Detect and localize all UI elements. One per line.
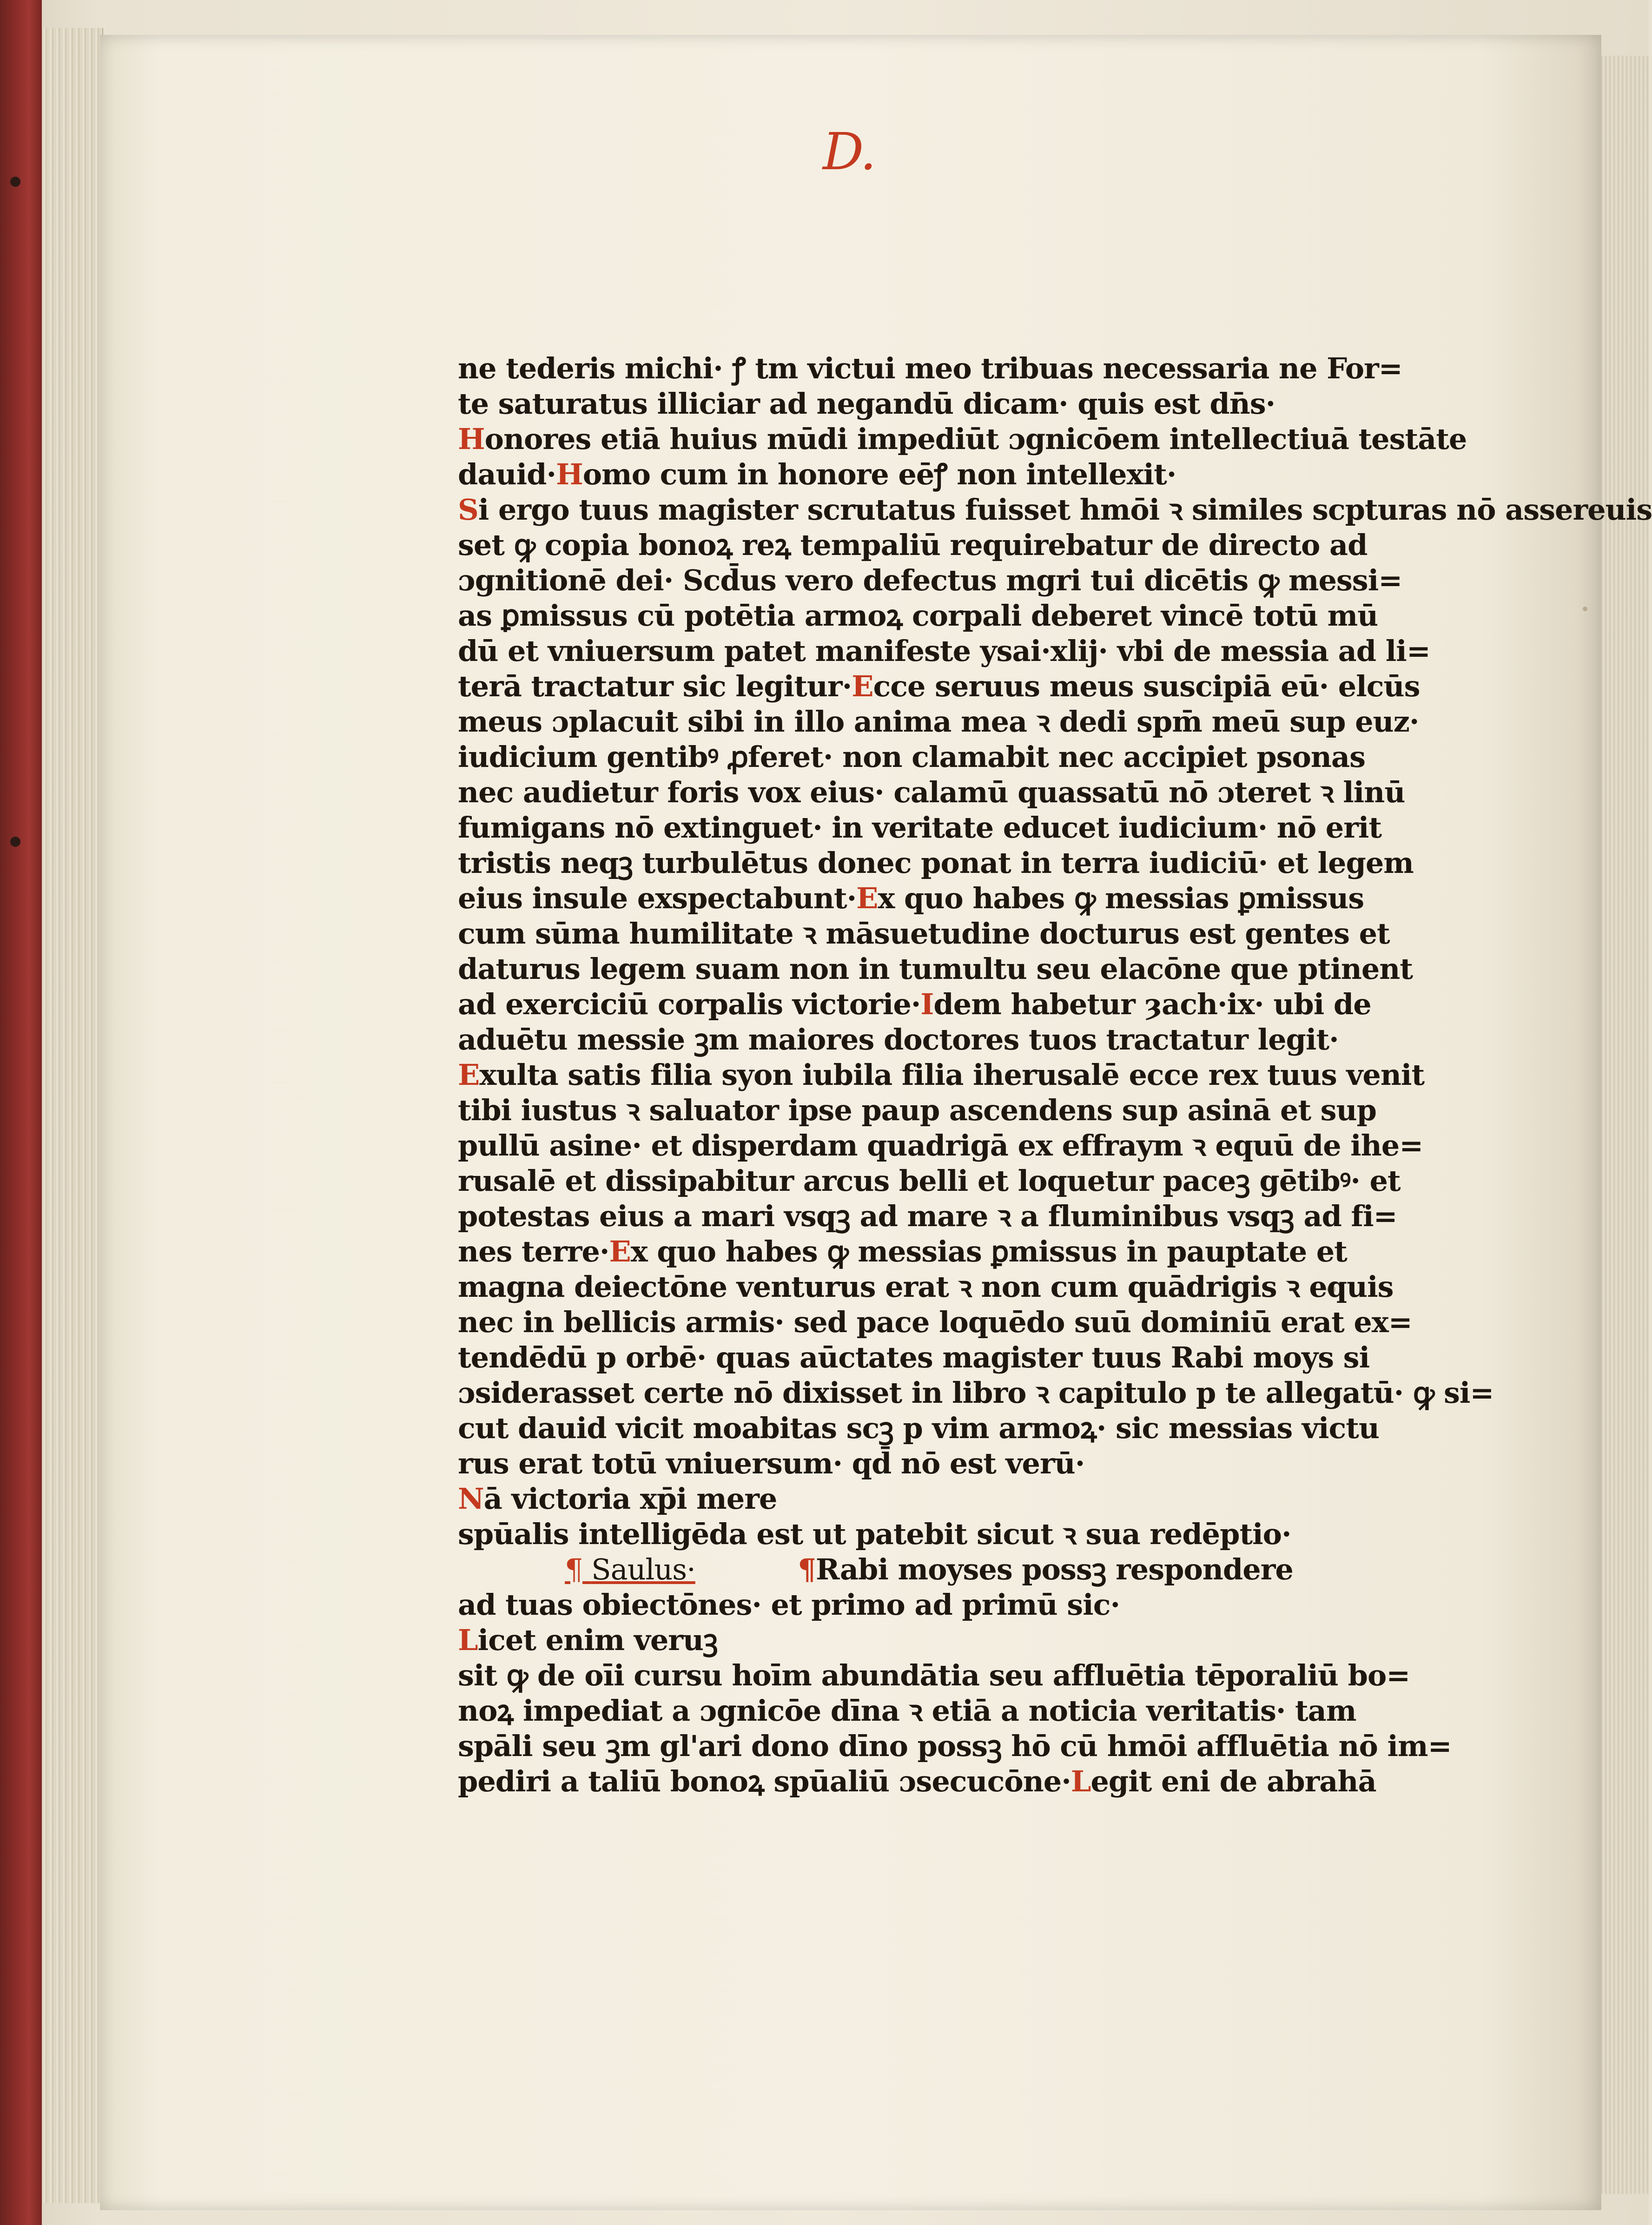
- line-text: ad tuas obiectōnes· et primo ad primū sic·: [458, 1588, 1120, 1622]
- rubricated-initial: E: [609, 1235, 631, 1268]
- line-text: magna deiectōne venturus erat ꝛ non cum quādrigis ꝛ equis: [458, 1270, 1394, 1304]
- rubricated-initial: L: [458, 1623, 478, 1657]
- text-line: [458, 1057, 1425, 1093]
- line-prefix: pediri a taliū bonoꝝ spūaliū ɔsecucōne·: [458, 1764, 1071, 1798]
- rubricated-initial: H: [556, 457, 583, 491]
- second-paragraph: [458, 1587, 1452, 1799]
- rubricated-initial: S: [458, 493, 478, 527]
- rubricated-initial: H: [458, 422, 485, 456]
- text-line: [458, 1729, 1452, 1764]
- line-text: nec audietur foris vox eius· calamū quassatū nō ɔteret ꝛ linū: [458, 775, 1405, 809]
- text-line: Rabi moyses possꝫ respondere: [815, 1552, 1293, 1586]
- line-text: icet enim veruꝫ: [477, 1623, 718, 1657]
- line-text: aduētu messie ꝫm maiores doctores tuos tractatur legit·: [458, 1023, 1339, 1056]
- text-line: [458, 1340, 1370, 1375]
- text-line: [458, 1022, 1339, 1057]
- line-text: iudicium gentibꝰ ꝓferet· non clamabit nec accipiet psonas: [458, 740, 1365, 774]
- text-line: [458, 598, 1378, 634]
- text-line: [458, 634, 1430, 669]
- text-line: [458, 1481, 1322, 1517]
- line-text: xulta satis filia syon iubila filia iherusalē ecce rex tuus venit: [479, 1058, 1425, 1092]
- line-text: ā victoria xp̄i mere: [483, 1482, 777, 1516]
- text-line: [458, 881, 1364, 916]
- text-line: [458, 987, 1371, 1022]
- marginal-paragraph-mark: ¶: [565, 1552, 583, 1586]
- line-text: x quo habes ꝙ messias ꝑmissus: [878, 881, 1364, 915]
- line-text: x quo habes ꝙ messias ꝑmissus in pauptate et: [630, 1235, 1347, 1268]
- line-text: fumigans nō extinguet· in veritate educet iudicium· nō erit: [458, 811, 1382, 845]
- text-line: [458, 1587, 1322, 1623]
- line-text: i ergo tuus magister scrutatus fuisset hmōi ꝛ similes scpturas nō assereuis: [478, 493, 1652, 527]
- line-text: tristis neqꝫ turbulētus donec ponat in terra iudiciū· et legem: [458, 846, 1414, 880]
- text-line: [458, 351, 1402, 386]
- text-line: [458, 1764, 1376, 1799]
- line-text: cum sūma humilitate ꝛ māsuetudine docturus est gentes et: [458, 917, 1390, 951]
- rubric-initial: ¶: [798, 1552, 816, 1586]
- line-prefix: dauid·: [458, 457, 556, 491]
- text-line: [458, 810, 1382, 845]
- rubricated-initial: E: [458, 1058, 480, 1092]
- paragraph-break-line: [458, 1552, 1322, 1587]
- text-line: [458, 422, 1467, 457]
- text-line: [458, 1623, 1322, 1658]
- line-text: nec in bellicis armis· sed pace loquēdo suū dominiū erat ex=: [458, 1305, 1412, 1339]
- line-text: tibi iustus ꝛ saluator ipse paup ascendens sup asinā et sup: [458, 1093, 1377, 1127]
- line-text: cce seruus meus suscipiā eū· elcūs: [873, 669, 1420, 703]
- text-line: [458, 386, 1322, 422]
- line-text: rus erat totū vniuersum· qd̄ nō est verū·: [458, 1446, 1085, 1480]
- text-line: [458, 1269, 1394, 1305]
- text-line: [458, 1658, 1410, 1693]
- line-text: tendēdū p orbē· quas aūctates magister tuus Rabi moys si: [458, 1340, 1370, 1374]
- line-prefix: ad exerciciū corpalis victorie·: [458, 987, 921, 1021]
- page-edges-left: [42, 28, 103, 2203]
- line-prefix: eius insule exspectabunt·: [458, 881, 857, 915]
- text-line: [458, 457, 1322, 492]
- line-text: as ꝑmissus cū potētia armoꝝ corpali deberet vincē totū mū: [458, 599, 1378, 633]
- text-line: [458, 775, 1405, 810]
- line-text: potestas eius a mari vsqꝫ ad mare ꝛ a fluminibus vsqꝫ ad fi=: [458, 1199, 1397, 1233]
- text-line: [458, 1446, 1322, 1481]
- text-line: [458, 845, 1414, 881]
- red-leather-binding: [0, 0, 42, 2225]
- text-line: [458, 669, 1420, 704]
- text-line: [458, 1163, 1401, 1199]
- line-text: noꝝ impediat a ɔgnicōe dīna ꝛ etiā a noticia veritatis· tam: [458, 1694, 1356, 1728]
- binding-hole: [10, 177, 20, 187]
- line-text: meus ɔplacuit sibi in illo anima mea ꝛ dedi spm̄ meū sup euz·: [458, 705, 1419, 739]
- binding-hole: [10, 837, 20, 847]
- second-paragraph-opening: [798, 1552, 1293, 1586]
- text-line: [458, 563, 1402, 598]
- text-line: [458, 492, 1652, 528]
- rubricated-initial: L: [1070, 1764, 1091, 1798]
- line-text: cut dauid vicit moabitas scꝫ p vim armoꝝ· sic messias victu: [458, 1411, 1379, 1445]
- text-line: [458, 704, 1419, 739]
- text-line: [458, 951, 1413, 987]
- text-line: [458, 1411, 1379, 1446]
- text-line: [458, 1517, 1322, 1552]
- rubricated-initial: E: [856, 881, 878, 915]
- line-text: dū et vniuersum patet manifeste ysai·xlij· vbi de messia ad li=: [458, 634, 1430, 668]
- line-text: pullū asine· et disperdam quadrigā ex effraym ꝛ equū de ihe=: [458, 1129, 1423, 1162]
- folio-signature-mark: D.: [823, 122, 875, 181]
- text-line: [458, 1375, 1494, 1411]
- line-text: daturus legem suam non in tumultu seu elacōne que ptinent: [458, 952, 1413, 986]
- rubricated-initial: E: [852, 669, 873, 703]
- rubricated-initial: I: [920, 987, 934, 1021]
- marginal-note: [565, 1552, 695, 1587]
- text-line: [458, 1128, 1423, 1163]
- main-text-column: [458, 351, 1652, 1799]
- line-text: onores etiā huius mūdi impediūt ɔgnicōem intellectiuā testāte: [484, 422, 1467, 456]
- first-paragraph: [458, 351, 1652, 1552]
- line-text: spūalis intelligēda est ut patebit sicut ꝛ sua redēptio·: [458, 1517, 1291, 1551]
- text-line: [458, 916, 1390, 951]
- text-line: [458, 528, 1368, 563]
- line-text: ɔgnitionē dei· Scd̄us vero defectus mgri tui dicētis ꝙ messi=: [458, 563, 1402, 597]
- line-text: omo cum in honore eēꝭ non intellexit·: [582, 457, 1176, 491]
- rubricated-initial: N: [458, 1482, 484, 1516]
- page-edges-right: [1601, 56, 1649, 2194]
- marginal-label: Saulus·: [591, 1552, 695, 1586]
- line-text: set ꝙ copia bonoꝝ reꝝ tempaliū requirebatur de directo ad: [458, 528, 1368, 562]
- text-line: [458, 1199, 1397, 1234]
- line-prefix: terā tractatur sic legitur·: [458, 669, 852, 703]
- line-text: dem habetur ȝach·ix· ubi de: [933, 987, 1371, 1021]
- line-text: sit ꝙ de oīi cursu hoīm abundātia seu affluētia tēporaliū bo=: [458, 1658, 1410, 1692]
- line-text: egit eni de abrahā: [1090, 1764, 1376, 1798]
- line-text: rusalē et dissipabitur arcus belli et loquetur paceꝫ gētibꝰ· et: [458, 1164, 1401, 1198]
- line-text: te saturatus illiciar ad negandū dicam· quis est dn̄s·: [458, 387, 1275, 421]
- line-text: ɔsiderasset certe nō dixisset in libro ꝛ capitulo p te allegatū· ꝙ si=: [458, 1376, 1494, 1410]
- line-text: ne tederis michi· ꝭ tm victui meo tribuas necessaria ne For=: [458, 351, 1402, 385]
- text-line: [458, 1234, 1347, 1269]
- paper-speck: [1583, 607, 1587, 611]
- line-text: spāli seu ꝫm gl'ari dono dīno possꝫ hō cū hmōi affluētia nō im=: [458, 1729, 1452, 1763]
- text-line: [458, 739, 1365, 775]
- line-prefix: nes terre·: [458, 1235, 609, 1268]
- text-line: [458, 1693, 1356, 1729]
- text-line: [458, 1305, 1412, 1340]
- text-line: [458, 1093, 1377, 1128]
